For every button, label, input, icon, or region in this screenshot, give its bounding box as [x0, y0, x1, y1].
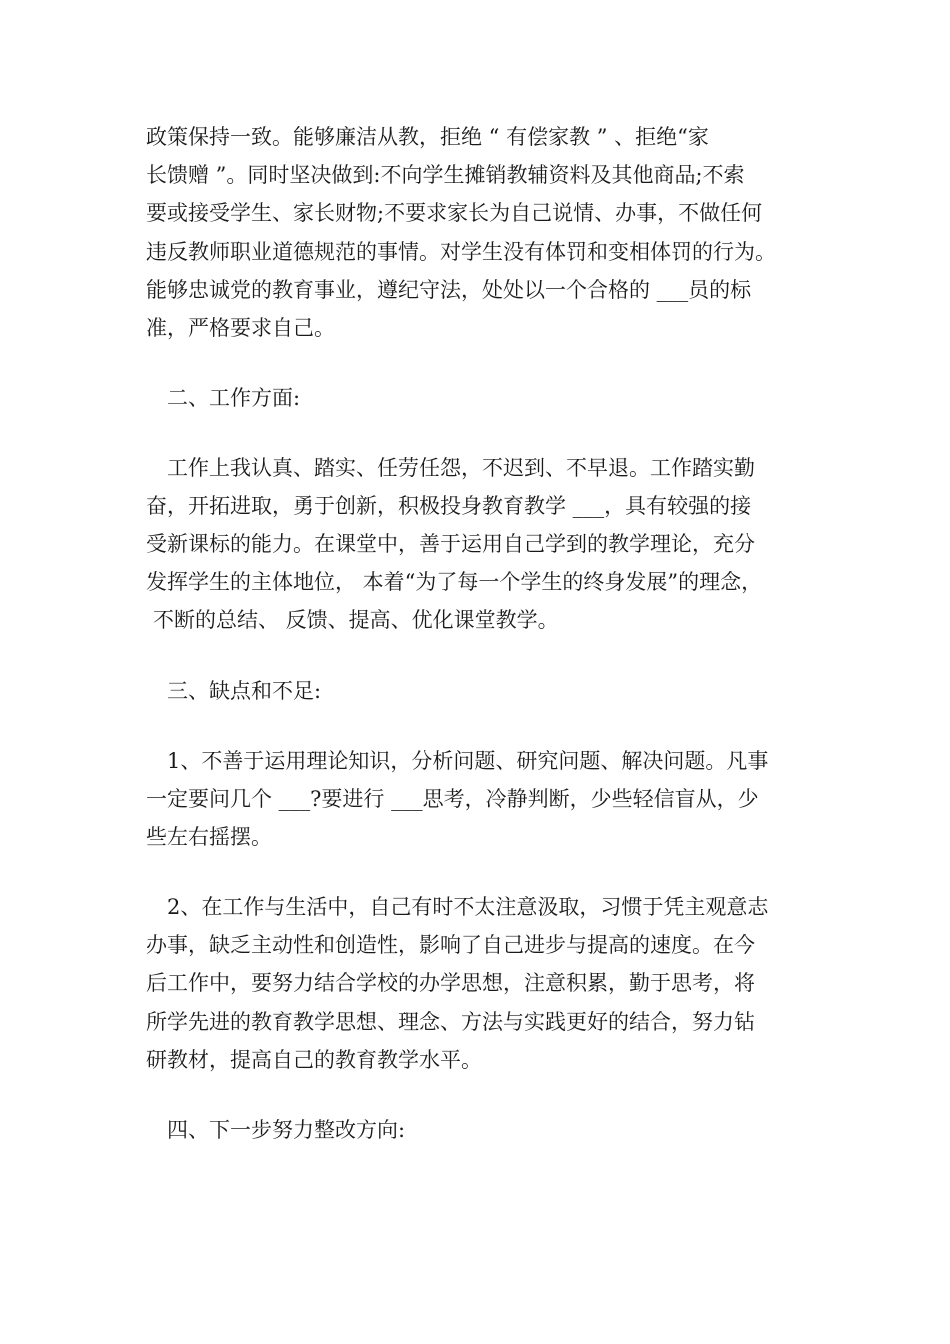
section-heading: 二、工作方面:	[167, 386, 301, 410]
paragraph-line: 研教材，提高自己的教育教学水平。	[146, 1048, 482, 1072]
paragraph-line: 要或接受学生、家长财物;不要求家长为自己说情、办事，不做任何	[146, 201, 763, 225]
paragraph-line: 所学先进的教育教学思想、理念、方法与实践更好的结合，努力钻	[146, 1010, 755, 1034]
section-heading: 四、下一步努力整改方向:	[167, 1118, 406, 1142]
paragraph-line: 1、不善于运用理论知识，分析问题、研究问题、解决问题。凡事	[167, 749, 769, 773]
paragraph-line: 后工作中，要努力结合学校的办学思想，注意积累，勤于思考，将	[146, 971, 755, 995]
paragraph-line: 2、在工作与生活中，自己有时不太注意汲取，习惯于凭主观意志	[167, 895, 769, 919]
paragraph-line: 政策保持一致。能够廉洁从教，拒绝 “ 有偿家教 ” 、拒绝“家	[146, 125, 709, 149]
paragraph-line: 奋，开拓进取，勇于创新，积极投身教育教学 ___，具有较强的接	[146, 494, 752, 518]
paragraph-line: 长馈赠 ”。同时坚决做到:不向学生摊销教辅资料及其他商品;不索	[146, 163, 745, 187]
paragraph-line: 一定要问几个 ___?要进行 ___思考，冷静判断，少些轻信盲从，少	[146, 787, 759, 811]
paragraph-line: 办事，缺乏主动性和创造性，影响了自己进步与提高的速度。在今	[146, 933, 755, 957]
paragraph-line: 些左右摇摆。	[146, 825, 272, 849]
paragraph-line: 发挥学生的主体地位， 本着“为了每一个学生的终身发展”的理念，	[146, 570, 763, 594]
paragraph-line: 准，严格要求自己。	[146, 316, 335, 340]
paragraph-line: 受新课标的能力。在课堂中，善于运用自己学到的教学理论，充分	[146, 532, 755, 556]
section-heading: 三、缺点和不足:	[167, 679, 322, 703]
paragraph-line: 工作上我认真、踏实、任劳任怨，不迟到、不早退。工作踏实勤	[167, 456, 755, 480]
paragraph-line: 违反教师职业道德规范的事情。对学生没有体罚和变相体罚的行为。	[146, 240, 776, 264]
paragraph-line: 不断的总结、 反馈、提高、优化课堂教学。	[153, 608, 559, 632]
paragraph-line: 能够忠诚党的教育事业，遵纪守法，处处以一个合格的 ___员的标	[146, 278, 752, 302]
